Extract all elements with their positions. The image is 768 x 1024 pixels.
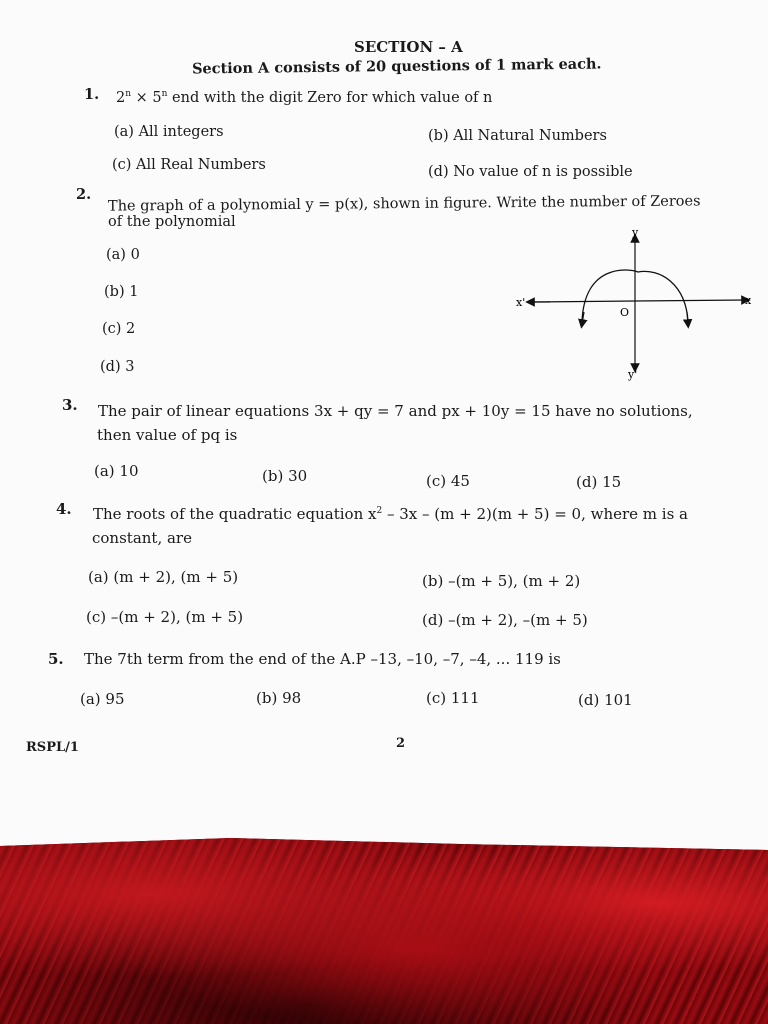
- section-title: SECTION – A: [354, 38, 463, 56]
- option-b: (b) 30: [262, 467, 308, 485]
- option-a: (a) All integers: [114, 124, 224, 140]
- option-b: (b) All Natural Numbers: [428, 128, 607, 144]
- option-a: (a) 95: [80, 690, 125, 708]
- x-prime-label: x': [516, 296, 526, 309]
- question-text: The 7th term from the end of the A.P –13, –10, –7, –4, ... 119 is: [84, 650, 561, 668]
- option-c: (c) 2: [102, 321, 136, 337]
- question-number: 1.: [84, 86, 100, 103]
- option-d: (d) 15: [576, 473, 622, 491]
- red-cloth-background: [0, 838, 768, 1024]
- question-text-line-2: then value of pq is: [97, 426, 238, 444]
- question-text-line-2: constant, are: [92, 529, 192, 547]
- option-c: (c) All Real Numbers: [112, 157, 266, 173]
- curve-arrow-right: [687, 312, 688, 324]
- option-b: (b) 1: [104, 284, 139, 300]
- option-b: (b) 98: [256, 689, 302, 707]
- question-text-line-2: of the polynomial: [108, 214, 236, 230]
- option-a: (a) (m + 2), (m + 5): [88, 568, 239, 586]
- option-d: (d) 101: [578, 691, 633, 709]
- section-subtitle: Section A consists of 20 questions of 1 mark each.: [191, 55, 602, 78]
- y-prime-label: y': [628, 368, 638, 381]
- question-number: 3.: [62, 396, 78, 414]
- option-a: (a) 0: [106, 247, 140, 263]
- polynomial-graph: [510, 224, 760, 384]
- origin-label: O: [620, 306, 630, 319]
- x-label: x: [745, 294, 752, 307]
- option-c: (c) 45: [426, 472, 470, 490]
- x-axis: [532, 300, 746, 302]
- paper-code: RSPL/1: [26, 740, 79, 755]
- question-text-line-1: The roots of the quadratic equation $x^2 - 3x - (m + 2)(m + 5) = 0$, where m is a: [93, 505, 689, 523]
- y-label: y: [632, 226, 639, 239]
- question-text-line-1: The graph of a polynomial y = p(x), shown in figure. Write the number of Zeroes: [107, 193, 701, 215]
- question-number: 2.: [76, 186, 92, 203]
- question-number: 5.: [48, 650, 64, 668]
- question-text-line-1: The pair of linear equations 3x + qy = 7 and px + 10y = 15 have no solutions,: [98, 402, 693, 420]
- option-d: (d) No value of n is possible: [428, 164, 633, 180]
- option-c: (c) 111: [426, 689, 480, 707]
- option-d: (d) –(m + 2), –(m + 5): [422, 611, 588, 629]
- option-c: (c) –(m + 2), (m + 5): [86, 608, 244, 626]
- option-d: (d) 3: [100, 359, 135, 375]
- page-number: 2: [396, 736, 406, 751]
- question-number: 4.: [56, 500, 72, 518]
- option-b: (b) –(m + 5), (m + 2): [422, 572, 581, 590]
- question-text: $2^n \times 5^n$ end with the digit Zero for which value of n: [116, 89, 493, 106]
- option-a: (a) 10: [94, 462, 139, 480]
